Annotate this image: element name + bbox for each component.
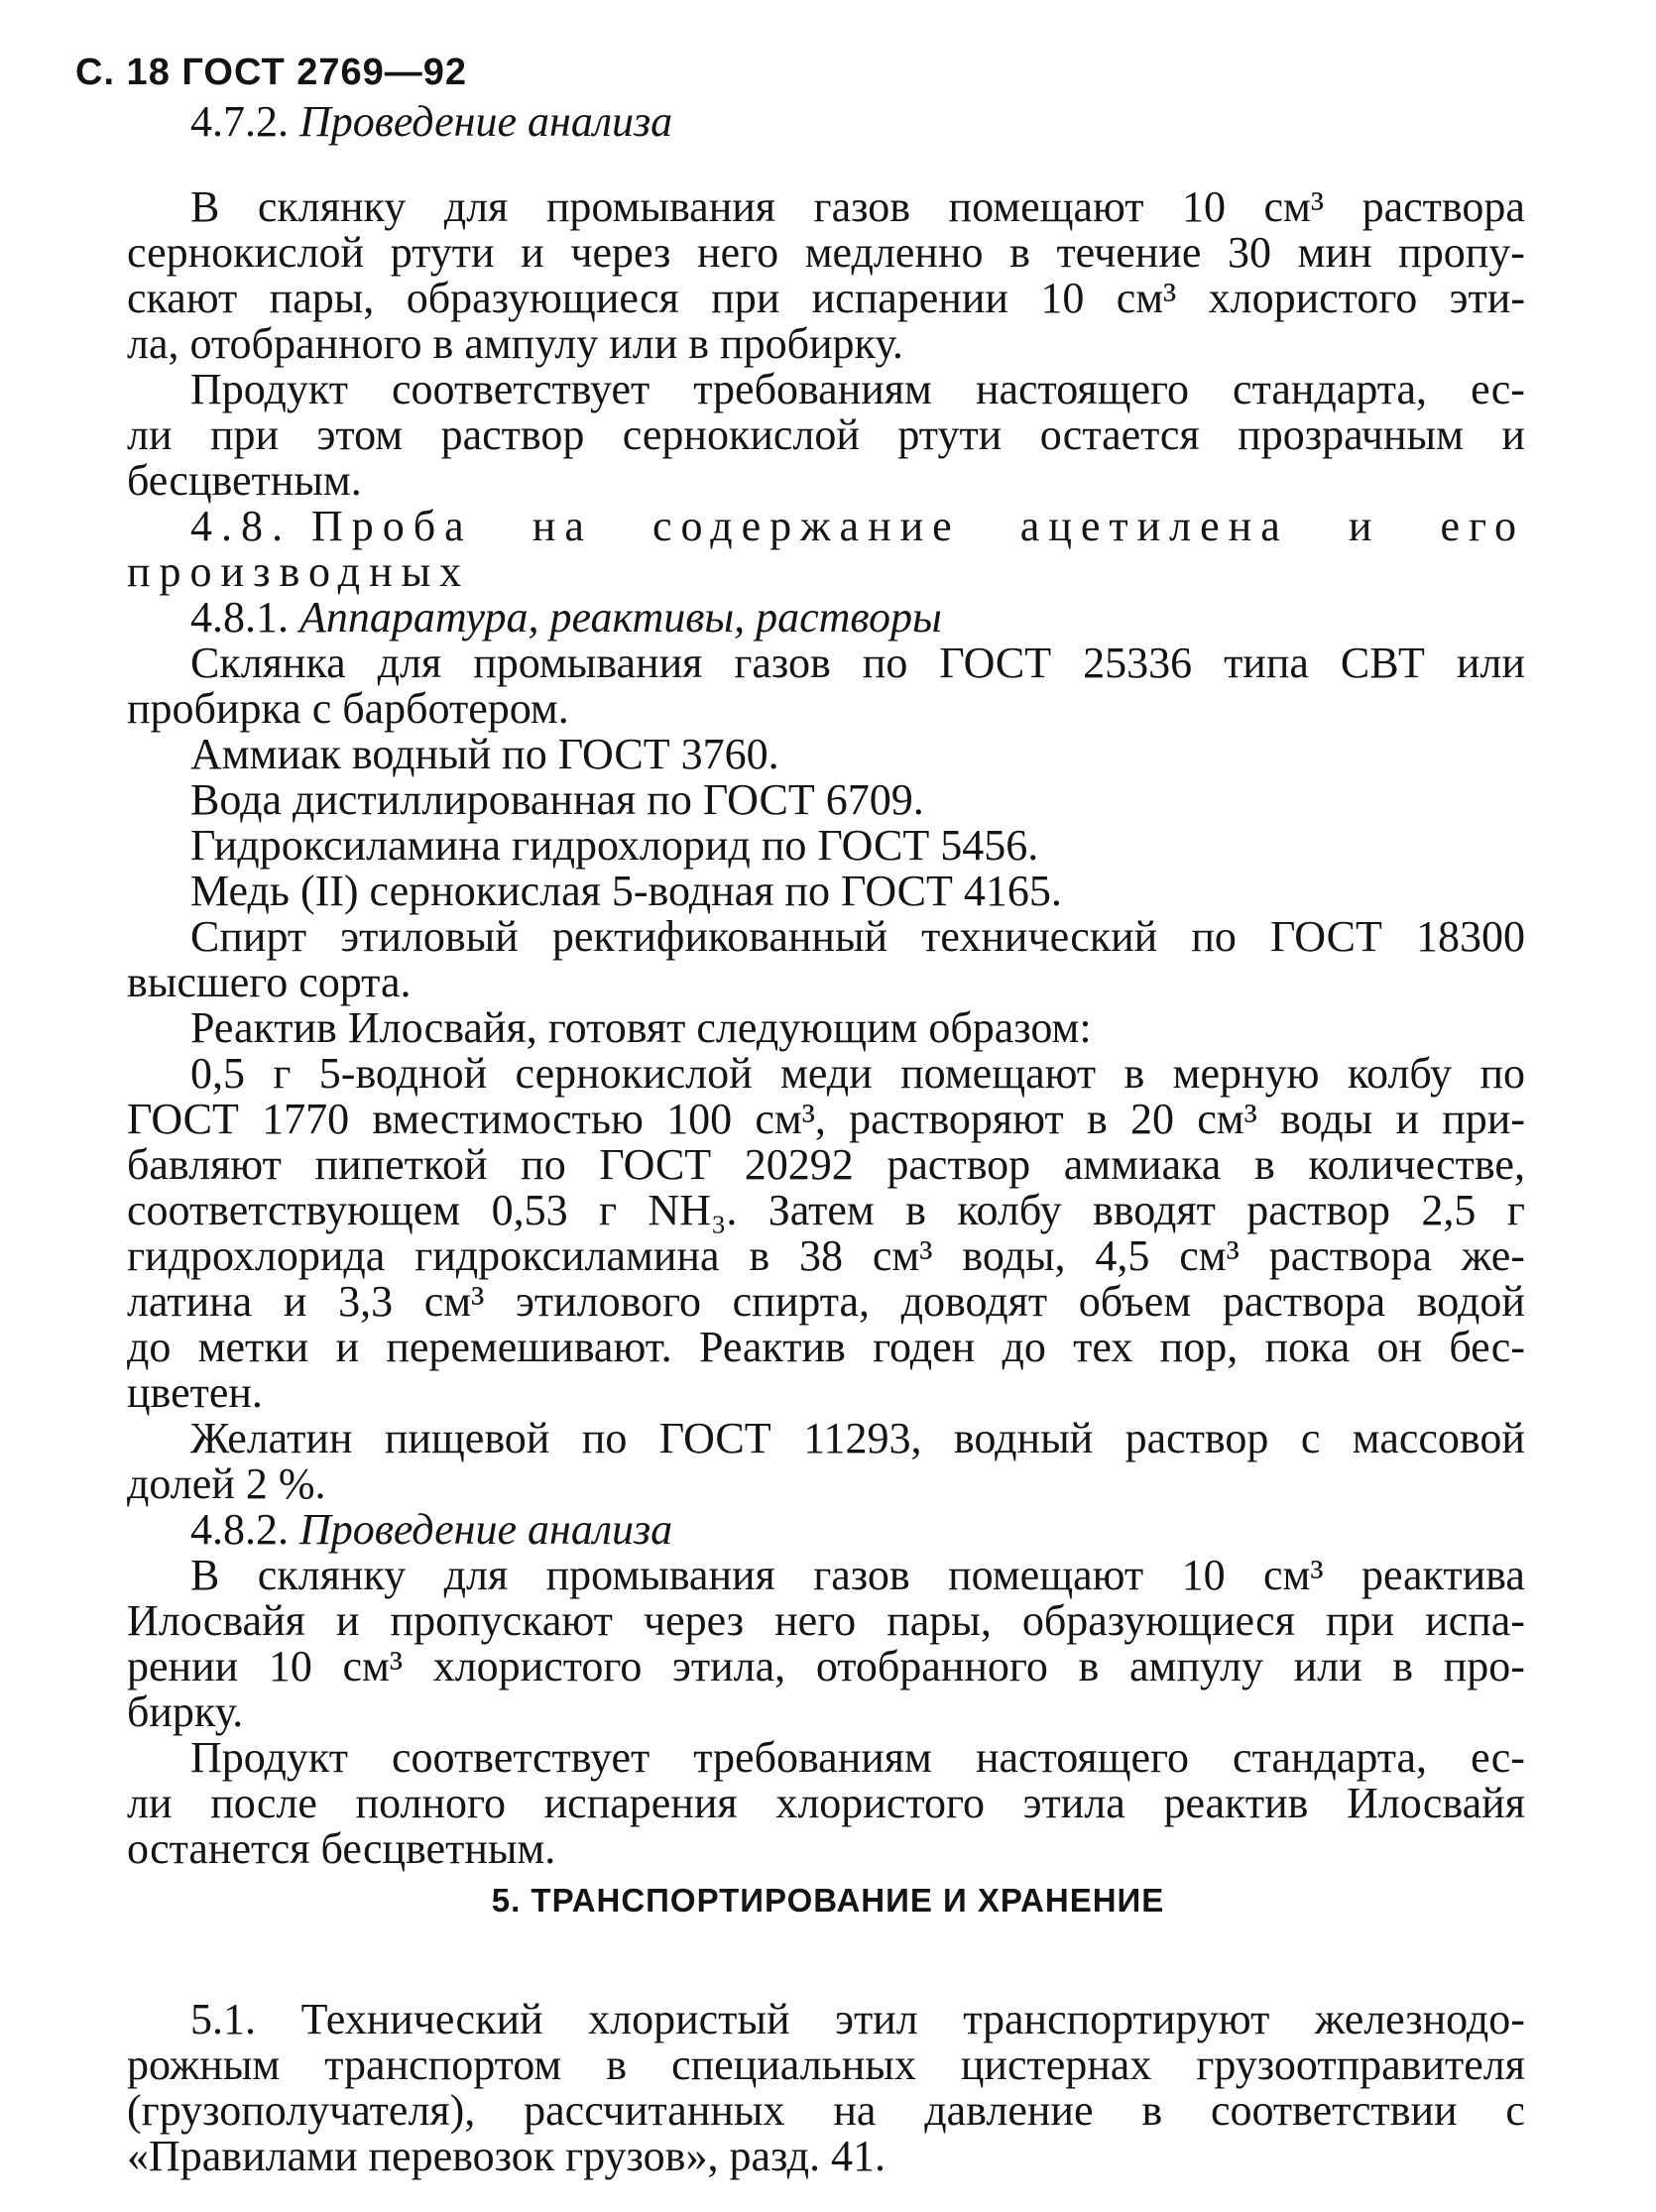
heading-word: ацетилена bbox=[1019, 502, 1289, 550]
section-title: Аппаратура, реактивы, растворы bbox=[299, 593, 942, 641]
text-line: Продукт соответствует требованиям настоящего стандарта, ес- bbox=[190, 1733, 1525, 1782]
text-line: останется бесцветным. bbox=[127, 1824, 556, 1873]
procedure-line: до метки и перемешивают. Реактив годен до тех пор, пока он бес- bbox=[127, 1323, 1525, 1371]
procedure-line: ГОСТ 1770 вместимостью 100 см³, растворяют в 20 см³ воды и при- bbox=[127, 1095, 1525, 1143]
text-line: Продукт соответствует требованиям настоящего стандарта, ес- bbox=[190, 365, 1525, 413]
text-line: В склянку для промывания газов помещают 10 см³ раствора bbox=[190, 182, 1525, 231]
text-line: рожным транспортом в специальных цистернах грузоотправителя bbox=[127, 2040, 1525, 2089]
text-line: «Правилами перевозок грузов», разд. 41. bbox=[127, 2132, 886, 2180]
section-4-8-heading bbox=[190, 504, 1525, 549]
procedure-line: 0,5 г 5-водной сернокислой меди помещают в мерную колбу по bbox=[190, 1049, 1525, 1098]
text-line: бирку. bbox=[127, 1688, 244, 1736]
text-line: скают пары, образующиеся при испарении 10 см³ хлористого эти- bbox=[127, 274, 1525, 322]
text-line: 5.1. Технический хлористый этил транспортируют железнодо- bbox=[190, 1995, 1525, 2043]
reagent-item: Аммиак водный по ГОСТ 3760. bbox=[190, 730, 779, 778]
heading-word: на bbox=[532, 502, 593, 550]
reagent-item: Склянка для промывания газов по ГОСТ 25336 типа СВТ или bbox=[190, 639, 1525, 687]
heading-word: содержание bbox=[651, 502, 961, 550]
section-title: Проведение анализа bbox=[299, 97, 673, 146]
text-line: рении 10 см³ хлористого этила, отобранного в ампулу или в про- bbox=[127, 1642, 1525, 1690]
procedure-line: бавляют пипеткой по ГОСТ 20292 раствор аммиака в количестве, bbox=[127, 1140, 1525, 1189]
section-4-8-2-heading bbox=[190, 1507, 672, 1553]
section-4-7-2-heading bbox=[190, 99, 672, 145]
procedure-line: цветен. bbox=[127, 1368, 263, 1417]
reagent-item: Реактив Илосвайя, готовят следующим образом: bbox=[190, 1003, 1092, 1052]
text-line: ла, отобранного в ампулу или в пробирку. bbox=[127, 319, 903, 368]
reagent-item-cont: пробирка с барботером. bbox=[127, 684, 569, 733]
text-line: (грузополучателя), рассчитанных на давление в соответствии с bbox=[127, 2086, 1525, 2135]
heading-word: и bbox=[1348, 502, 1381, 550]
text-line: ли после полного испарения хлористого этила реактив Илосвайя bbox=[127, 1779, 1525, 1827]
heading-word: его bbox=[1440, 502, 1525, 550]
section-number-with-word: 4.8. Проба bbox=[190, 502, 473, 550]
section-number: 4.8.2. bbox=[190, 1505, 289, 1554]
text-line: ли при этом раствор сернокислой ртути остается прозрачным и bbox=[127, 410, 1525, 459]
text-line: сернокислой ртути и через него медленно в течение 30 мин пропу- bbox=[127, 228, 1525, 277]
reagent-item: Медь (II) сернокислая 5-водная по ГОСТ 4165. bbox=[190, 867, 1062, 915]
reagent-item: Спирт этиловый ректификованный технический по ГОСТ 18300 bbox=[190, 912, 1525, 961]
procedure-line: соответствующем 0,53 г NH₃. Затем в колбу вводят раствор 2,5 г bbox=[127, 1186, 1525, 1234]
text-line: В склянку для промывания газов помещают 10 см³ реактива bbox=[190, 1551, 1525, 1599]
text-line: Илосвайя и пропускают через него пары, образующиеся при испа- bbox=[127, 1596, 1525, 1645]
section-number: 4.8.1. bbox=[190, 593, 289, 641]
section-5-title: 5. ТРАНСПОРТИРОВАНИЕ И ХРАНЕНИЕ bbox=[491, 1882, 1165, 1919]
reagent-item: Гидроксиламина гидрохлорид по ГОСТ 5456. bbox=[190, 821, 1039, 870]
section-4-8-heading-line-2: производных bbox=[127, 547, 471, 596]
procedure-line: гидрохлорида гидроксиламина в 38 см³ воды, 4,5 см³ раствора же- bbox=[127, 1231, 1525, 1280]
section-number: 4.7.2. bbox=[190, 97, 289, 146]
page-header: С. 18 ГОСТ 2769—92 bbox=[75, 52, 468, 93]
reagent-item: Желатин пищевой по ГОСТ 11293, водный раствор с массовой bbox=[190, 1414, 1525, 1462]
reagent-item: Вода дистиллированная по ГОСТ 6709. bbox=[190, 775, 924, 824]
reagent-item-cont: высшего сорта. bbox=[127, 958, 412, 1006]
reagent-item-cont: долей 2 %. bbox=[127, 1459, 326, 1508]
section-4-8-1-heading bbox=[190, 595, 942, 640]
procedure-line: латина и 3,3 см³ этилового спирта, доводят объем раствора водой bbox=[127, 1277, 1525, 1326]
text-line: бесцветным. bbox=[127, 456, 362, 505]
section-title: Проведение анализа bbox=[299, 1505, 673, 1554]
